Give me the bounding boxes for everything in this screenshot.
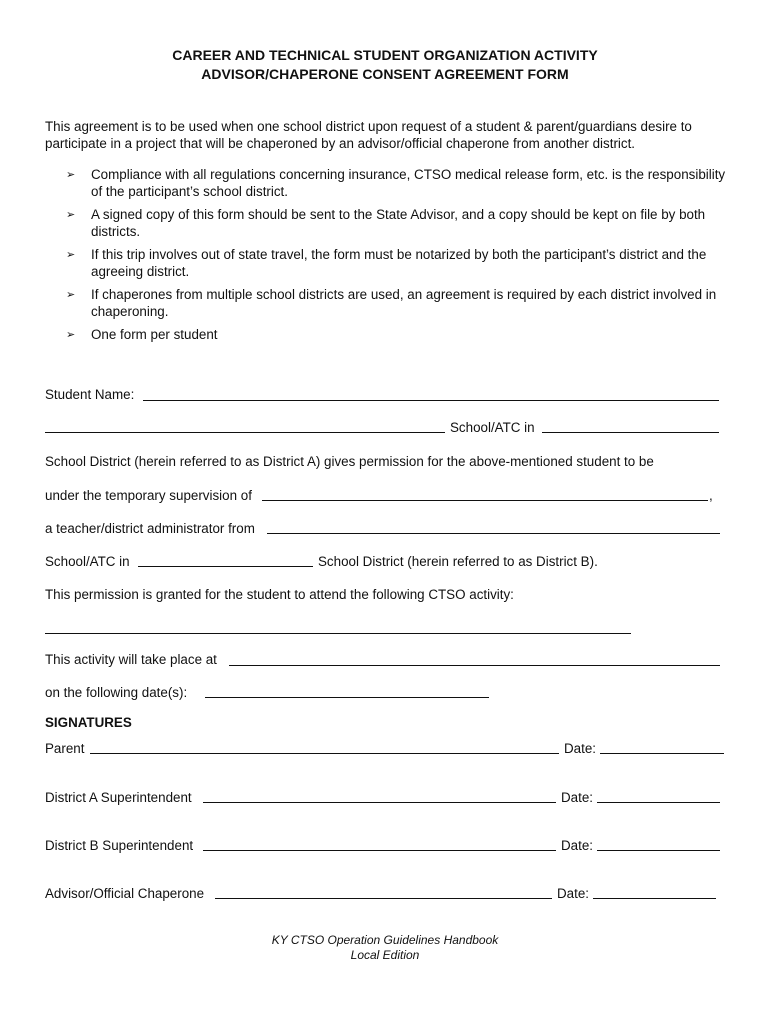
arrow-bullet-icon: ➢ bbox=[66, 209, 76, 221]
advisor-date-field[interactable] bbox=[593, 898, 716, 899]
advisor-chaperone-label: Advisor/Official Chaperone bbox=[45, 886, 205, 901]
parent-signature-field[interactable] bbox=[90, 753, 559, 754]
supervision-label: under the temporary supervision of bbox=[45, 488, 252, 503]
school-atc-label: School/ATC in bbox=[450, 420, 535, 435]
district-b-date-label: Date: bbox=[561, 838, 594, 853]
instruction-text: A signed copy of this form should be sent to the State Advisor, and a copy should be kept on file by both districts. bbox=[91, 207, 706, 239]
school-atc-label-2: School/ATC in bbox=[45, 554, 130, 569]
instruction-text: One form per student bbox=[91, 327, 218, 342]
school-atc-district-field[interactable] bbox=[542, 432, 719, 433]
footer-handbook-title: KY CTSO Operation Guidelines Handbook bbox=[271, 933, 499, 947]
district-b-school-field[interactable] bbox=[138, 566, 313, 567]
form-title-line-1: CAREER AND TECHNICAL STUDENT ORGANIZATION ACTIVITY bbox=[172, 47, 598, 63]
footer-edition: Local Edition bbox=[350, 948, 420, 962]
arrow-bullet-icon: ➢ bbox=[66, 289, 76, 301]
instruction-item bbox=[66, 327, 736, 344]
student-school-field[interactable] bbox=[45, 432, 445, 433]
student-name-field[interactable] bbox=[143, 400, 719, 401]
intro-paragraph: This agreement is to be used when one school district upon request of a student & parent/guardians desire to participate in a project that will be chaperoned by an advisor/official chaperone from another district. bbox=[45, 119, 692, 151]
district-a-permission-text: School District (herein referred to as District A) gives permission for the above-mentioned student to be bbox=[45, 454, 654, 469]
instruction-item bbox=[66, 287, 736, 320]
activity-place-label: This activity will take place at bbox=[45, 652, 217, 667]
activity-place-field[interactable] bbox=[229, 665, 720, 666]
district-a-date-field[interactable] bbox=[597, 802, 720, 803]
student-name-label: Student Name: bbox=[45, 387, 135, 402]
instruction-text: If this trip involves out of state travel, the form must be notarized by both the participant’s district and the agreeing district. bbox=[91, 247, 707, 279]
district-a-superintendent-label: District A Superintendent bbox=[45, 790, 192, 805]
signatures-heading: SIGNATURES bbox=[45, 715, 132, 730]
district-b-text: School District (herein referred to as District B). bbox=[318, 554, 598, 569]
teacher-admin-school-field[interactable] bbox=[267, 533, 720, 534]
arrow-bullet-icon: ➢ bbox=[66, 329, 76, 341]
parent-label: Parent bbox=[45, 741, 85, 756]
instruction-item bbox=[66, 247, 736, 280]
permission-text: This permission is granted for the student to attend the following CTSO activity: bbox=[45, 587, 514, 602]
instruction-text: Compliance with all regulations concerning insurance, CTSO medical release form, etc. is the responsibility of the participant’s school district. bbox=[91, 167, 726, 199]
form-title-line-2: ADVISOR/CHAPERONE CONSENT AGREEMENT FORM bbox=[201, 66, 569, 82]
arrow-bullet-icon: ➢ bbox=[66, 249, 76, 261]
advisor-date-label: Date: bbox=[557, 886, 590, 901]
supervisor-name-field[interactable] bbox=[262, 500, 708, 501]
instruction-item bbox=[66, 167, 736, 200]
instruction-item bbox=[66, 207, 736, 240]
district-b-superintendent-label: District B Superintendent bbox=[45, 838, 194, 853]
district-b-signature-field[interactable] bbox=[203, 850, 556, 851]
activity-dates-field[interactable] bbox=[205, 697, 489, 698]
supervision-comma: , bbox=[709, 488, 713, 503]
parent-date-field[interactable] bbox=[600, 753, 724, 754]
district-a-date-label: Date: bbox=[561, 790, 594, 805]
arrow-bullet-icon: ➢ bbox=[66, 169, 76, 181]
district-a-signature-field[interactable] bbox=[203, 802, 556, 803]
ctso-activity-field[interactable] bbox=[45, 633, 631, 634]
activity-dates-label: on the following date(s): bbox=[45, 685, 188, 700]
parent-date-label: Date: bbox=[564, 741, 597, 756]
advisor-signature-field[interactable] bbox=[215, 898, 552, 899]
instruction-text: If chaperones from multiple school districts are used, an agreement is required by each district involved in chaperoning. bbox=[91, 287, 717, 319]
teacher-admin-label: a teacher/district administrator from bbox=[45, 521, 255, 536]
district-b-date-field[interactable] bbox=[597, 850, 720, 851]
instructions-list bbox=[66, 167, 736, 351]
